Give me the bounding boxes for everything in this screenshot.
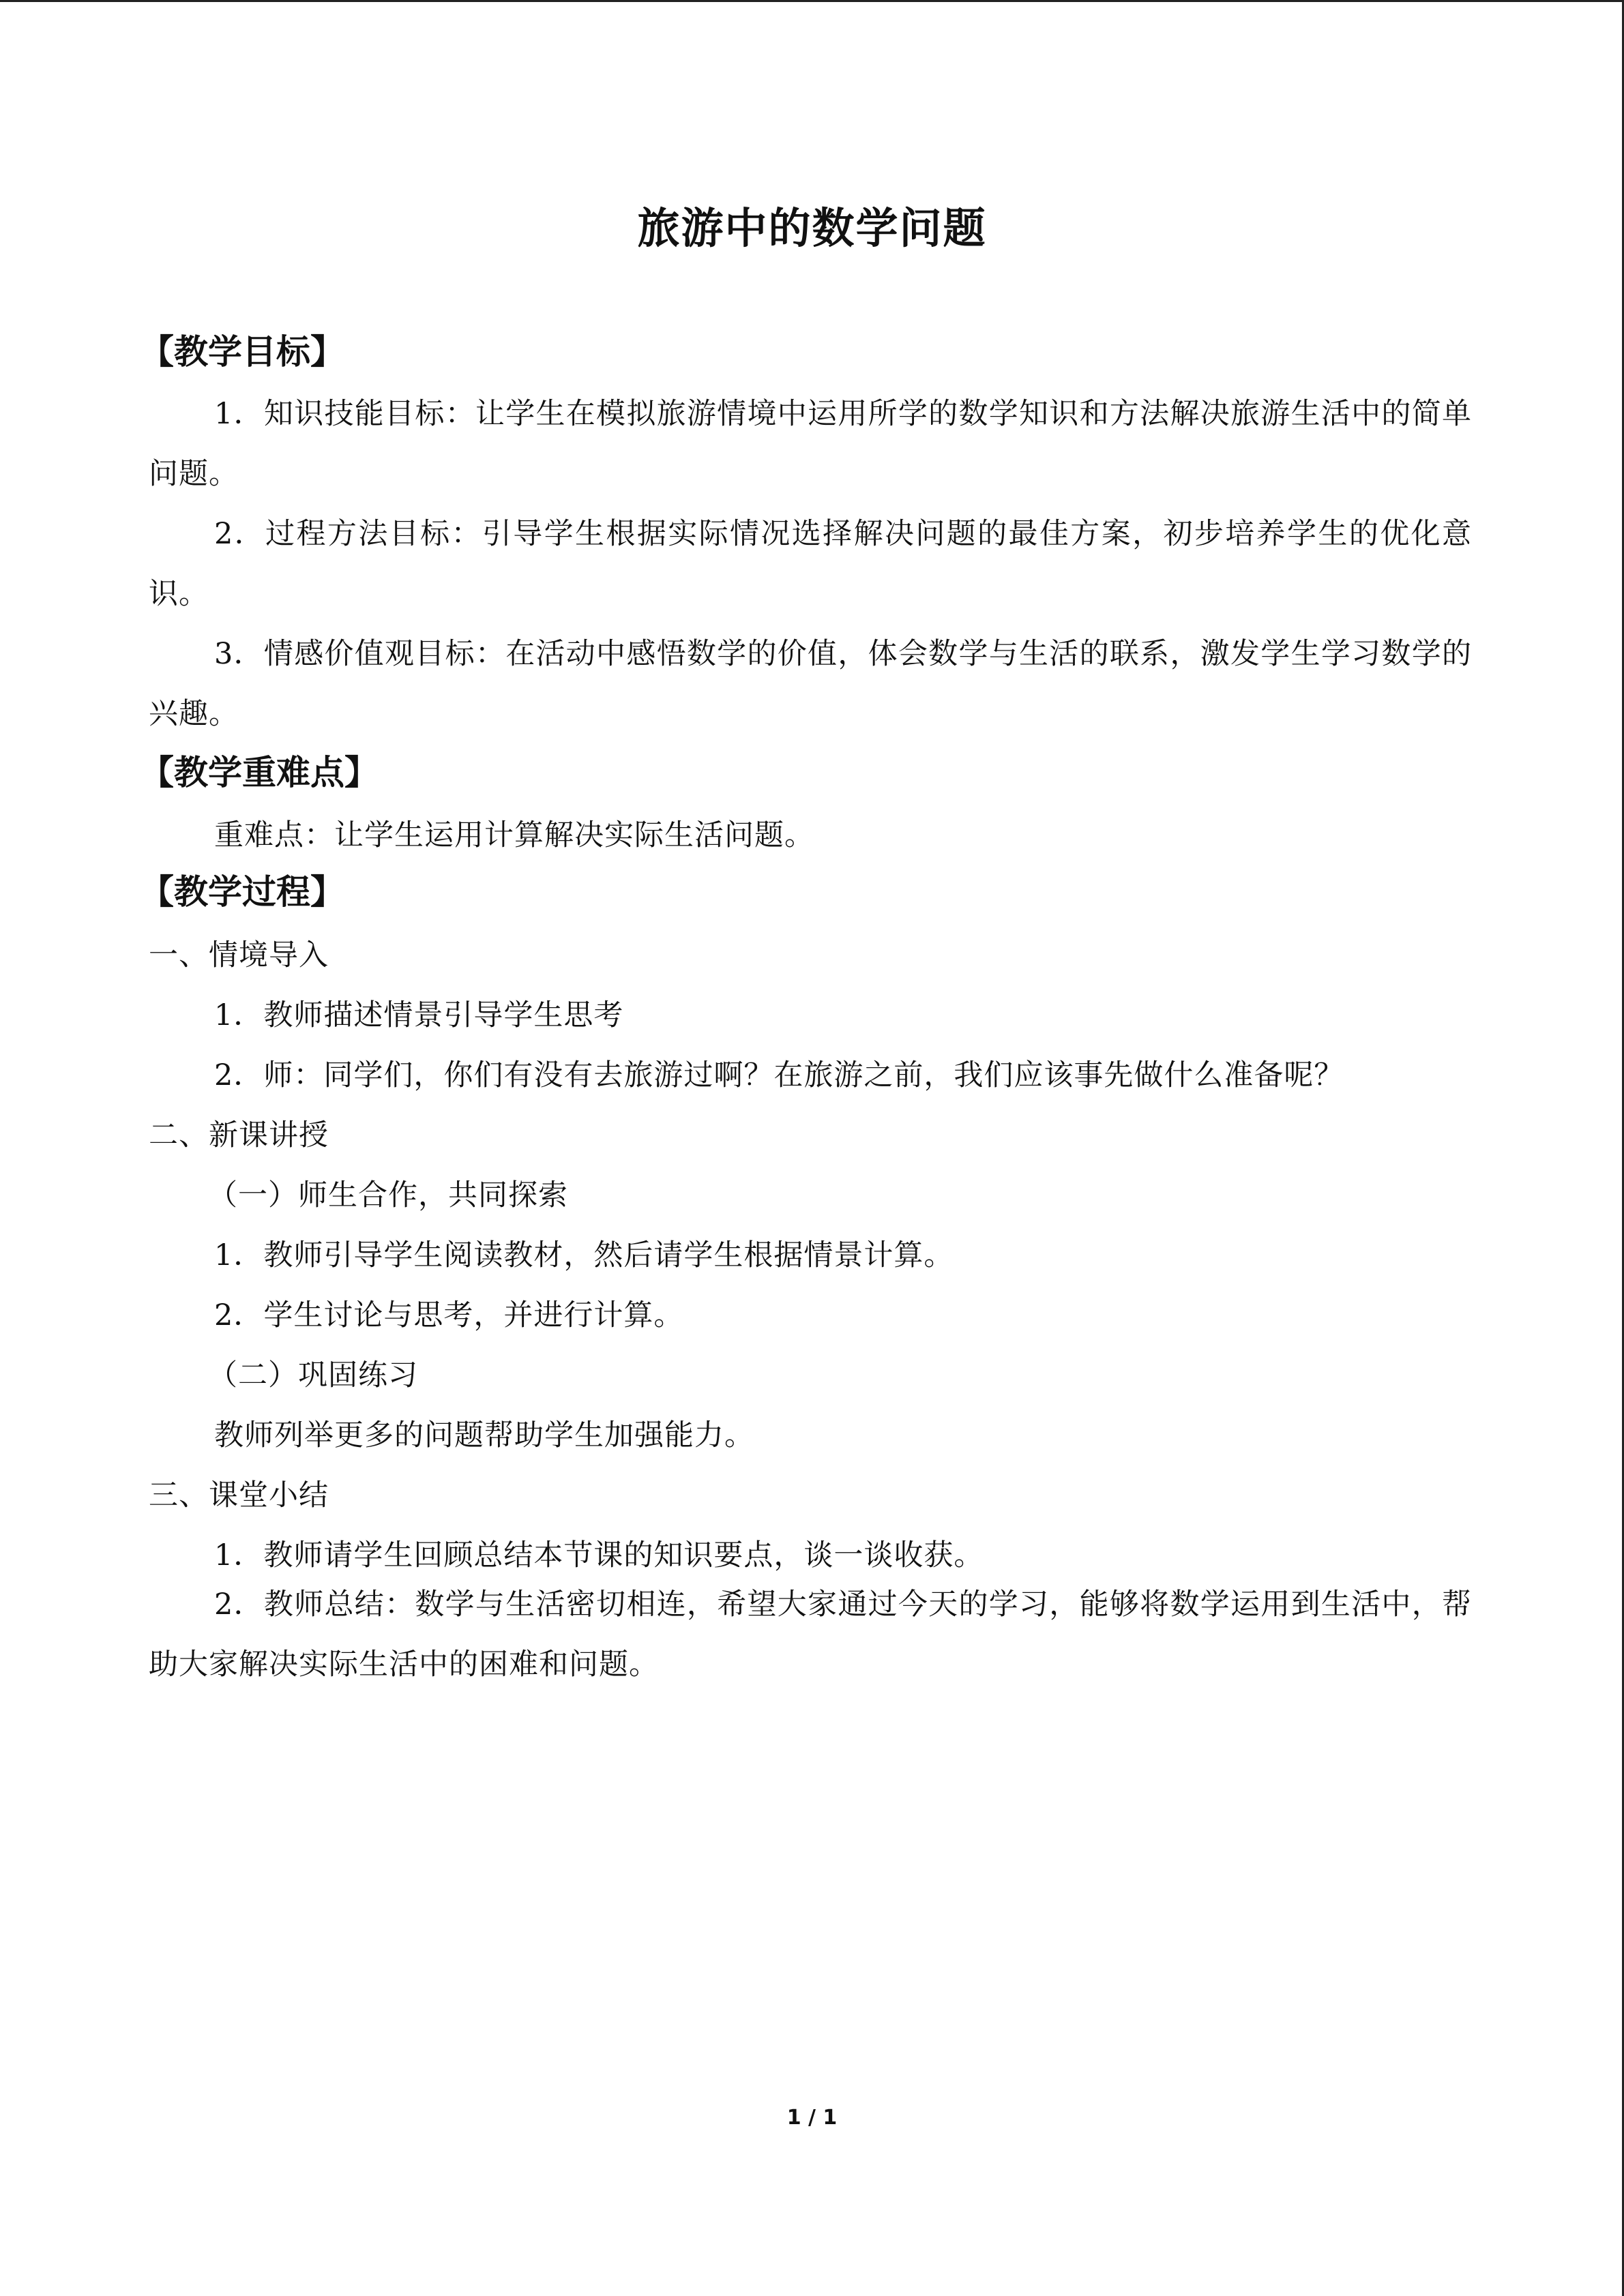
section-heading-objectives: 【教学目标】 [140, 332, 344, 372]
objective-item-3: 3．情感价值观目标：在活动中感悟数学的价值，体会数学与生活的联系，激发学生学习数学的兴趣。 [149, 637, 1472, 731]
section-heading-key-points: 【教学重难点】 [140, 753, 379, 792]
key-points-text: 重难点：让学生运用计算解决实际生活问题。 [214, 818, 814, 852]
process-part-3-item-1: 1．教师请学生回顾总结本节课的知识要点，谈一谈收获。 [214, 1538, 984, 1572]
process-part-2-sub-1-item-1: 1．教师引导学生阅读教材，然后请学生根据情景计算。 [214, 1238, 954, 1272]
process-part-3-item-2: 2．教师总结：数学与生活密切相连，希望大家通过今天的学习，能够将数学运用到生活中，帮助大家解决实际生活中的困难和问题。 [149, 1587, 1472, 1682]
process-part-1-item-1: 1．教师描述情景引导学生思考 [214, 998, 624, 1032]
process-part-2-sub-2-text: 教师列举更多的问题帮助学生加强能力。 [214, 1418, 754, 1452]
document-title: 旅游中的数学问题 [637, 203, 987, 253]
process-part-2-sub-1-item-2: 2．学生讨论与思考，并进行计算。 [214, 1298, 684, 1332]
process-part-1-item-2: 2．师：同学们，你们有没有去旅游过啊？在旅游之前，我们应该事先做什么准备呢？ [214, 1058, 1344, 1092]
section-heading-process: 【教学过程】 [140, 872, 344, 912]
process-part-2-sub-2-title: （二）巩固练习 [208, 1358, 418, 1392]
objective-item-1: 1．知识技能目标：让学生在模拟旅游情境中运用所学的数学知识和方法解决旅游生活中的简单问题。 [149, 397, 1472, 491]
process-part-3-title: 三、课堂小结 [149, 1478, 329, 1512]
objective-item-2: 2．过程方法目标：引导学生根据实际情况选择解决问题的最佳方案，初步培养学生的优化意识。 [149, 517, 1472, 611]
process-part-1-title: 一、情境导入 [149, 938, 329, 972]
page-number: 1 / 1 [786, 2106, 838, 2130]
process-part-2-title: 二、新课讲授 [149, 1118, 329, 1152]
process-part-2-sub-1-title: （一）师生合作，共同探索 [208, 1178, 568, 1212]
